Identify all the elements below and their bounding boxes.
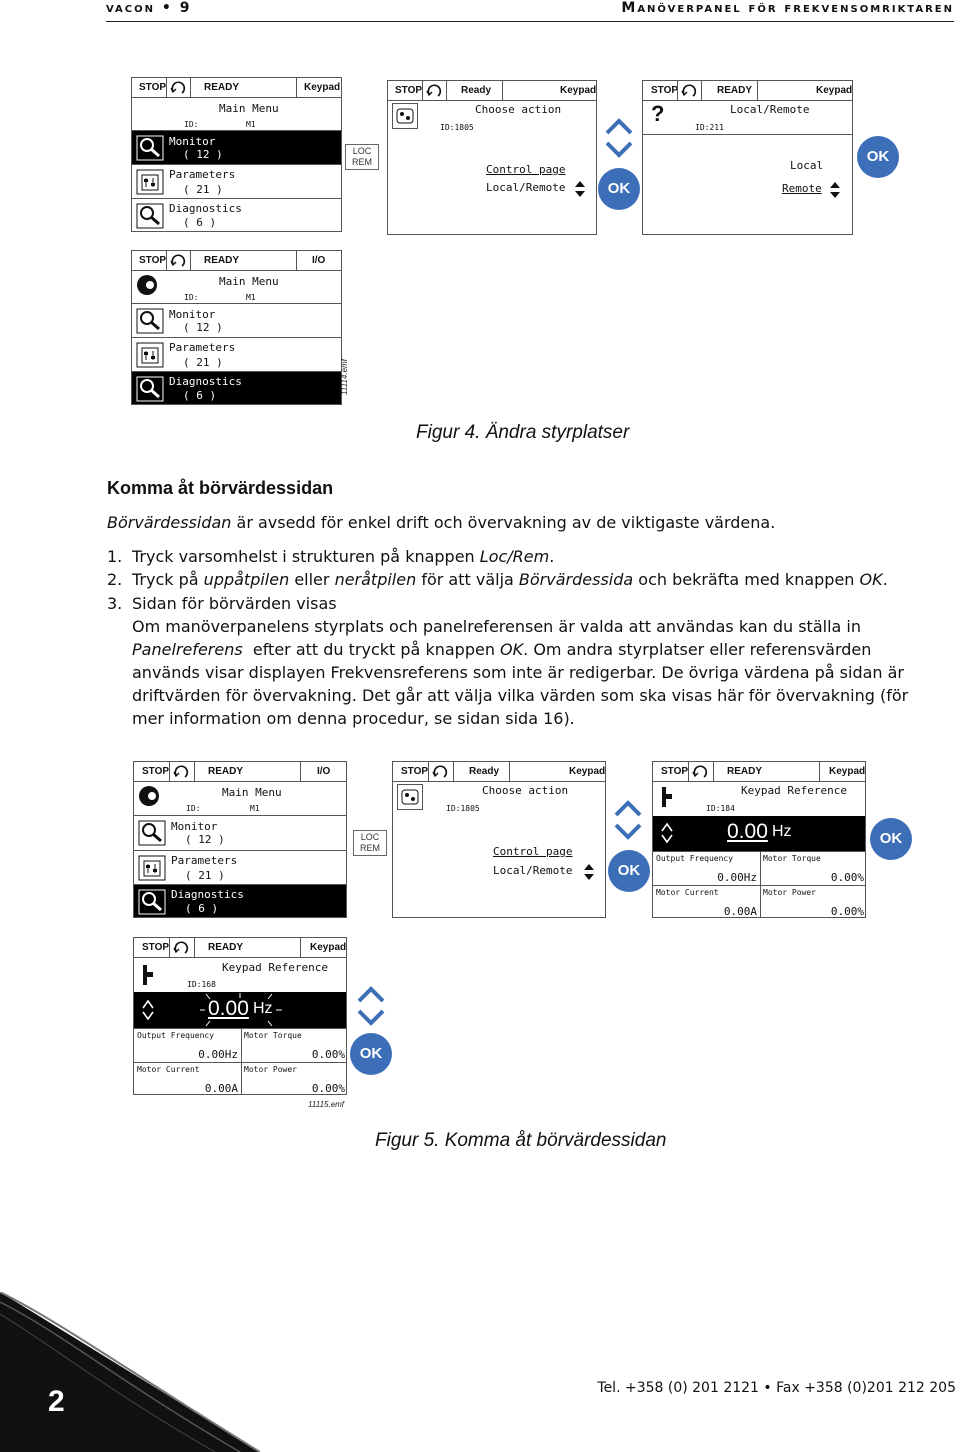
step-text: . [882, 570, 888, 589]
monitor-row [653, 885, 865, 918]
motor-power-cell [241, 1063, 347, 1095]
rotation-icon [173, 940, 191, 956]
diagnostics-icon [136, 376, 164, 402]
cell-value: 0.00Hz [198, 1048, 238, 1061]
status-bar [132, 251, 341, 271]
status-stop: STOP [139, 82, 167, 93]
status-ready: READY [208, 942, 244, 953]
menu-level: M1 [250, 804, 260, 813]
status-stop: STOP [142, 942, 170, 953]
cell-label: Motor Torque [244, 1031, 302, 1040]
rotation-icon [681, 83, 699, 99]
status-bar [653, 762, 865, 782]
menu-label: Monitor [171, 820, 218, 833]
panel-keypad-reference-b [133, 937, 347, 1095]
id-label: ID:184 [706, 804, 735, 813]
reference-unit: Hz [253, 1000, 273, 1017]
status-stop: STOP [401, 766, 429, 777]
cell-label: Motor Current [656, 888, 719, 897]
step-3-line [132, 640, 871, 659]
loc-rem-button[interactable] [345, 144, 379, 170]
rotation-icon [170, 80, 188, 96]
rotation-icon [170, 253, 188, 269]
ok-button[interactable]: OK [608, 850, 650, 892]
step-text: Tryck på [132, 570, 204, 589]
menu-label: Monitor [169, 135, 216, 148]
rem-label: REM [360, 843, 380, 853]
status-bar [132, 78, 341, 98]
step-3-line: driftvärden för övervakning. Det går att välja vilka värden som ska visas här för övervakning (för [132, 686, 909, 705]
id-label: ID:1805 [446, 804, 480, 813]
main-menu-icon [135, 273, 159, 297]
main-menu-icon [137, 784, 161, 808]
status-bar [134, 938, 346, 958]
step-emphasis: Börvärdessida [518, 570, 634, 589]
ok-button[interactable]: OK [857, 136, 899, 178]
control-page-option[interactable]: Control page [486, 163, 566, 176]
menu-row-parameters[interactable] [132, 337, 341, 371]
menu-title: Main Menu [222, 786, 282, 799]
menu-count: ( 12 ) [185, 833, 225, 846]
panel-choose-action-a [387, 80, 597, 235]
menu-count: ( 6 ) [183, 389, 217, 402]
menu-count: ( 21 ) [183, 356, 223, 369]
cell-value: 0.00Hz [717, 871, 757, 884]
reference-display[interactable] [653, 816, 865, 851]
panel-main-menu-c [133, 761, 347, 918]
status-control-place: Keypad [569, 766, 606, 777]
step-text: för att välja [416, 570, 519, 589]
step-emphasis: neråtpilen [334, 570, 417, 589]
diagnostics-icon [136, 203, 164, 229]
status-ready: READY [208, 766, 244, 777]
cell-label: Motor Current [137, 1065, 200, 1074]
menu-row-diagnostics[interactable] [132, 371, 341, 405]
status-ready: Ready [469, 766, 500, 777]
page-corner-graphic [0, 1292, 260, 1452]
reference-unit: Hz [772, 823, 792, 840]
loc-rem-button[interactable] [353, 830, 387, 856]
menu-label: Parameters [169, 341, 236, 354]
status-control-place: I/O [317, 766, 331, 777]
loc-label: LOC [360, 832, 380, 842]
status-control-place: Keypad [310, 942, 347, 953]
rotation-icon [692, 764, 710, 780]
menu-row-monitor[interactable] [132, 303, 341, 337]
step-emphasis: OK [500, 640, 524, 659]
menu-label: Parameters [169, 168, 236, 181]
menu-row-parameters[interactable] [132, 164, 341, 198]
status-ready: READY [727, 766, 763, 777]
status-bar [388, 81, 596, 101]
figure-4-caption: Figur 4. Ändra styrplatser [416, 422, 630, 443]
rem-label: REM [352, 157, 372, 167]
rotation-icon [432, 764, 450, 780]
scroll-arrows-icon [574, 179, 586, 199]
output-frequency-cell [134, 1029, 241, 1062]
menu-row-monitor[interactable] [132, 130, 341, 164]
menu-row-diagnostics[interactable] [132, 198, 341, 232]
status-ready: READY [204, 82, 240, 93]
choose-action-title: Choose action [482, 784, 569, 797]
loc-label: LOC [352, 146, 372, 156]
motor-current-cell [653, 886, 760, 918]
status-stop: STOP [661, 766, 689, 777]
step-3 [107, 594, 337, 613]
status-bar [393, 762, 605, 782]
status-bar [643, 81, 852, 101]
up-down-arrows-icon[interactable] [355, 985, 387, 1027]
header-section-title: Manöverpanel för frekvensomriktaren [621, 0, 954, 16]
intro-paragraph [107, 513, 775, 532]
motor-current-cell [134, 1063, 241, 1095]
menu-title: Main Menu [219, 102, 279, 115]
settings-icon [392, 103, 418, 129]
motor-torque-cell [241, 1029, 347, 1062]
monitor-row [134, 1062, 346, 1095]
menu-count: ( 21 ) [185, 869, 225, 882]
local-remote-option[interactable]: Local/Remote [493, 864, 573, 877]
step-3-line: mer information om denna procedur, se sidan sida 16). [132, 709, 575, 728]
local-remote-option[interactable]: Local/Remote [486, 181, 566, 194]
menu-count: ( 12 ) [183, 148, 223, 161]
section-heading: Komma åt börvärdessidan [107, 478, 334, 498]
status-control-place: I/O [312, 255, 326, 266]
step-text: . Om andra styrplatser eller referensvärden [523, 640, 872, 659]
status-stop: STOP [139, 255, 167, 266]
settings-icon [397, 784, 423, 810]
id-label: ID:1805 [440, 123, 474, 132]
cell-value: 0.00A [204, 1082, 238, 1095]
up-down-arrows-icon[interactable] [603, 117, 635, 159]
id-label: ID:211 [695, 123, 724, 132]
panel-keypad-reference-a [652, 761, 866, 918]
menu-count: ( 6 ) [183, 216, 217, 229]
question-icon: ? [651, 101, 665, 126]
parameters-icon [136, 342, 164, 368]
cell-value: 0.00A [723, 905, 757, 918]
step-number: 2. [107, 570, 123, 589]
monitor-icon [136, 308, 164, 334]
menu-title: Main Menu [219, 275, 279, 288]
status-stop: STOP [651, 85, 679, 96]
ok-button[interactable]: OK [870, 818, 912, 860]
step-emphasis: OK [859, 570, 883, 589]
step-text: och bekräfta med knappen [633, 570, 860, 589]
value-arrows-icon [142, 999, 154, 1021]
panel-main-menu-b [131, 250, 342, 405]
cell-value: 0.00% [830, 905, 864, 918]
status-control-place: Keypad [304, 82, 341, 93]
intro-text: är avsedd för enkel drift och övervakning av de viktigaste värdena. [231, 513, 776, 532]
step-text: Sidan för börvärden visas [132, 594, 337, 613]
diagnostics-icon [138, 889, 166, 915]
step-2 [107, 570, 888, 589]
monitor-icon [136, 135, 164, 161]
step-3-line: Om manöverpanelens styrplats och panelreferensen är valda att användas kan du ställa in [132, 617, 861, 636]
local-option[interactable]: Local [790, 159, 824, 172]
rotation-icon [173, 764, 191, 780]
rotation-icon [426, 83, 444, 99]
monitor-row [653, 851, 865, 885]
cell-value: 0.00% [830, 871, 864, 884]
menu-label: Diagnostics [169, 375, 242, 388]
value-arrows-icon [661, 822, 673, 844]
figure-file-label: 11115.emf [308, 1100, 345, 1109]
intro-emphasis: Börvärdessidan [107, 513, 232, 532]
step-number: 1. [107, 547, 123, 566]
step-text: eller [289, 570, 335, 589]
step-3-line: används visar displayen Frekvensreferens som inte är redigerbar. De övriga värdena på sidan är [132, 663, 905, 682]
menu-label: Parameters [171, 854, 238, 867]
reference-value: 0.00 [727, 820, 768, 843]
menu-row-monitor[interactable] [134, 815, 346, 850]
panel-local-remote [642, 80, 853, 235]
choose-action-title: Choose action [475, 103, 562, 116]
page-header [106, 0, 954, 22]
parameters-icon [138, 855, 166, 881]
status-bar [134, 762, 346, 782]
menu-row-parameters[interactable] [134, 850, 346, 884]
menu-count: ( 12 ) [183, 321, 223, 334]
cell-label: Motor Torque [763, 854, 821, 863]
scroll-arrows-icon [583, 862, 595, 882]
menu-label: Diagnostics [169, 202, 242, 215]
monitor-row [134, 1028, 346, 1062]
parameters-icon [136, 169, 164, 195]
menu-row-diagnostics[interactable] [134, 884, 346, 918]
cell-label: Output Frequency [137, 1031, 215, 1040]
step-text: efter att du tryckt på knappen [242, 640, 501, 659]
menu-count: ( 21 ) [183, 183, 223, 196]
contact-info: Tel. +358 (0) 201 2121 • Fax +358 (0)201 212 205 [597, 1380, 956, 1396]
figure-file-label: 11114.emf [340, 358, 349, 395]
ok-button[interactable]: OK [350, 1033, 392, 1075]
id-label: ID: [184, 120, 199, 129]
keypad-reference-title: Keypad Reference [741, 784, 847, 797]
control-page-option[interactable]: Control page [493, 845, 573, 858]
cell-label: Motor Power [244, 1065, 297, 1074]
status-ready: READY [204, 255, 240, 266]
id-label: ID:168 [187, 980, 216, 989]
cell-value: 0.00% [311, 1048, 345, 1061]
menu-label: Diagnostics [171, 888, 244, 901]
id-label: ID: [186, 804, 201, 813]
keypad-reference-icon [142, 964, 156, 986]
step-emphasis: uppåtpilen [203, 570, 290, 589]
keypad-reference-title: Keypad Reference [222, 961, 328, 974]
local-remote-title: Local/Remote [730, 103, 810, 116]
status-stop: STOP [395, 85, 423, 96]
page-number: 2 [48, 1385, 65, 1418]
cell-label: Output Frequency [656, 854, 734, 863]
keypad-reference-icon [661, 786, 675, 808]
status-control-place: Keypad [816, 85, 853, 96]
panel-main-menu-a [131, 77, 342, 232]
step-emphasis: Panelreferens [132, 640, 243, 659]
step-text: . [549, 547, 555, 566]
menu-label: Monitor [169, 308, 216, 321]
remote-option[interactable]: Remote [782, 182, 822, 195]
cell-label: Motor Power [763, 888, 816, 897]
step-1 [107, 547, 554, 566]
status-ready: READY [717, 85, 753, 96]
scroll-arrows-icon [829, 180, 841, 200]
status-stop: STOP [142, 766, 170, 777]
status-ready: Ready [461, 85, 492, 96]
step-emphasis: Loc/Rem [479, 547, 550, 566]
header-brand: vacon • 9 [106, 0, 192, 16]
status-control-place: Keypad [560, 85, 597, 96]
motor-torque-cell [760, 852, 866, 885]
menu-level: M1 [246, 120, 256, 129]
motor-power-cell [760, 886, 866, 918]
output-frequency-cell [653, 852, 760, 885]
menu-level: M1 [246, 293, 256, 302]
monitor-icon [138, 820, 166, 846]
step-number: 3. [107, 594, 123, 613]
reference-value: 0.00 [208, 997, 249, 1020]
id-label: ID: [184, 293, 199, 302]
figure-5-caption: Figur 5. Komma åt börvärdessidan [375, 1130, 667, 1151]
up-down-arrows-icon[interactable] [612, 799, 644, 841]
menu-count: ( 6 ) [185, 902, 219, 915]
status-control-place: Keypad [829, 766, 866, 777]
cell-value: 0.00% [311, 1082, 345, 1095]
panel-choose-action-b [392, 761, 606, 918]
step-text: Tryck varsomhelst i strukturen på knappen [132, 547, 480, 566]
reference-display[interactable] [134, 992, 346, 1028]
ok-button[interactable]: OK [598, 168, 640, 210]
